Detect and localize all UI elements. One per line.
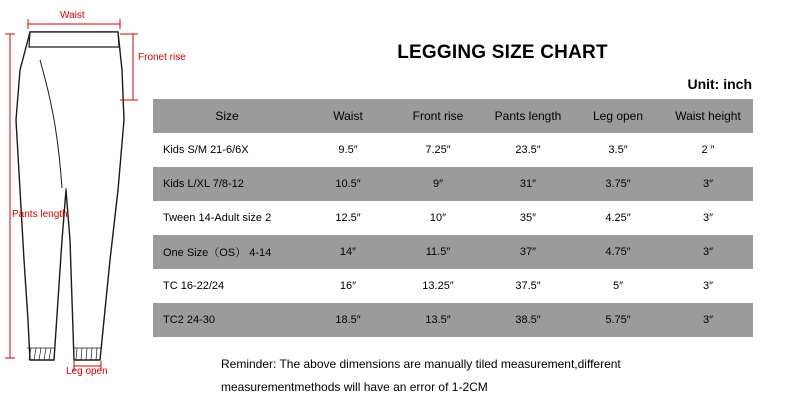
diagram-label-pants-length: Pants length bbox=[12, 209, 68, 220]
cell-waist: 9.5″ bbox=[303, 133, 393, 167]
header-leg-open: Leg open bbox=[573, 99, 663, 133]
cell-waist-height: 3″ bbox=[663, 303, 753, 337]
cell-leg-open: 5.75″ bbox=[573, 303, 663, 337]
cell-leg-open: 4.25″ bbox=[573, 201, 663, 235]
cell-waist: 18.5″ bbox=[303, 303, 393, 337]
cell-pants-length: 23.5″ bbox=[483, 133, 573, 167]
cell-pants-length: 35″ bbox=[483, 201, 573, 235]
reminder-note bbox=[215, 353, 790, 399]
diagram-label-leg-open: Leg open bbox=[66, 366, 108, 377]
cell-front-rise: 13.25″ bbox=[393, 269, 483, 303]
cell-size: Kids L/XL 7/8-12 bbox=[153, 167, 303, 201]
cell-leg-open: 4.75″ bbox=[573, 235, 663, 269]
chart-content bbox=[163, 0, 790, 412]
pants-length-measure-line bbox=[5, 34, 15, 358]
diagram-label-front-rise: Fronet rise bbox=[138, 52, 186, 63]
header-pants-length: Pants length bbox=[483, 99, 573, 133]
cell-leg-open: 5″ bbox=[573, 269, 663, 303]
cell-front-rise: 13.5″ bbox=[393, 303, 483, 337]
cell-front-rise: 9″ bbox=[393, 167, 483, 201]
leggings-outline bbox=[16, 32, 124, 360]
cell-waist: 14″ bbox=[303, 235, 393, 269]
reminder-line-1: Reminder: The above dimensions are manually tiled measurement,different bbox=[221, 357, 621, 371]
cell-size: Tween 14-Adult size 2 bbox=[153, 201, 303, 235]
header-size: Size bbox=[153, 99, 303, 133]
cell-waist-height: 3″ bbox=[663, 201, 753, 235]
cell-front-rise: 7.25″ bbox=[393, 133, 483, 167]
cell-waist-height: 3″ bbox=[663, 235, 753, 269]
header-waist: Waist bbox=[303, 99, 393, 133]
table-header-row bbox=[153, 99, 753, 133]
cell-size: TC 16-22/24 bbox=[153, 269, 303, 303]
size-table-body bbox=[153, 133, 753, 337]
cell-pants-length: 37.5″ bbox=[483, 269, 573, 303]
cell-size: TC2 24-30 bbox=[153, 303, 303, 337]
reminder-line-2: measurementmethods will have an error of 1-2CM bbox=[221, 380, 488, 394]
cell-pants-length: 38.5″ bbox=[483, 303, 573, 337]
cell-waist-height: 3″ bbox=[663, 269, 753, 303]
cell-waist: 10.5″ bbox=[303, 167, 393, 201]
page-title: LEGGING SIZE CHART bbox=[397, 42, 608, 63]
waistband bbox=[29, 32, 119, 47]
size-table-head bbox=[153, 99, 753, 133]
cell-front-rise: 10″ bbox=[393, 201, 483, 235]
table-row bbox=[153, 201, 753, 235]
cell-pants-length: 31″ bbox=[483, 167, 573, 201]
cell-leg-open: 3.5″ bbox=[573, 133, 663, 167]
cell-size: Kids S/M 21-6/6X bbox=[153, 133, 303, 167]
header-front-rise: Front rise bbox=[393, 99, 483, 133]
table-row bbox=[153, 303, 753, 337]
table-row bbox=[153, 269, 753, 303]
cell-front-rise: 11.5″ bbox=[393, 235, 483, 269]
size-table bbox=[153, 99, 753, 337]
cell-leg-open: 3.75″ bbox=[573, 167, 663, 201]
header-waist-height: Waist height bbox=[663, 99, 753, 133]
table-row bbox=[153, 133, 753, 167]
cell-waist: 12.5″ bbox=[303, 201, 393, 235]
cell-size: One Size（OS） 4-14 bbox=[153, 235, 303, 269]
cell-waist: 16″ bbox=[303, 269, 393, 303]
unit-label: Unit: inch bbox=[687, 76, 752, 92]
cell-waist-height: 2 ″ bbox=[663, 133, 753, 167]
diagram-label-waist: Waist bbox=[60, 10, 85, 21]
cell-pants-length: 37″ bbox=[483, 235, 573, 269]
table-row bbox=[153, 235, 753, 269]
table-row bbox=[153, 167, 753, 201]
cell-waist-height: 3″ bbox=[663, 167, 753, 201]
